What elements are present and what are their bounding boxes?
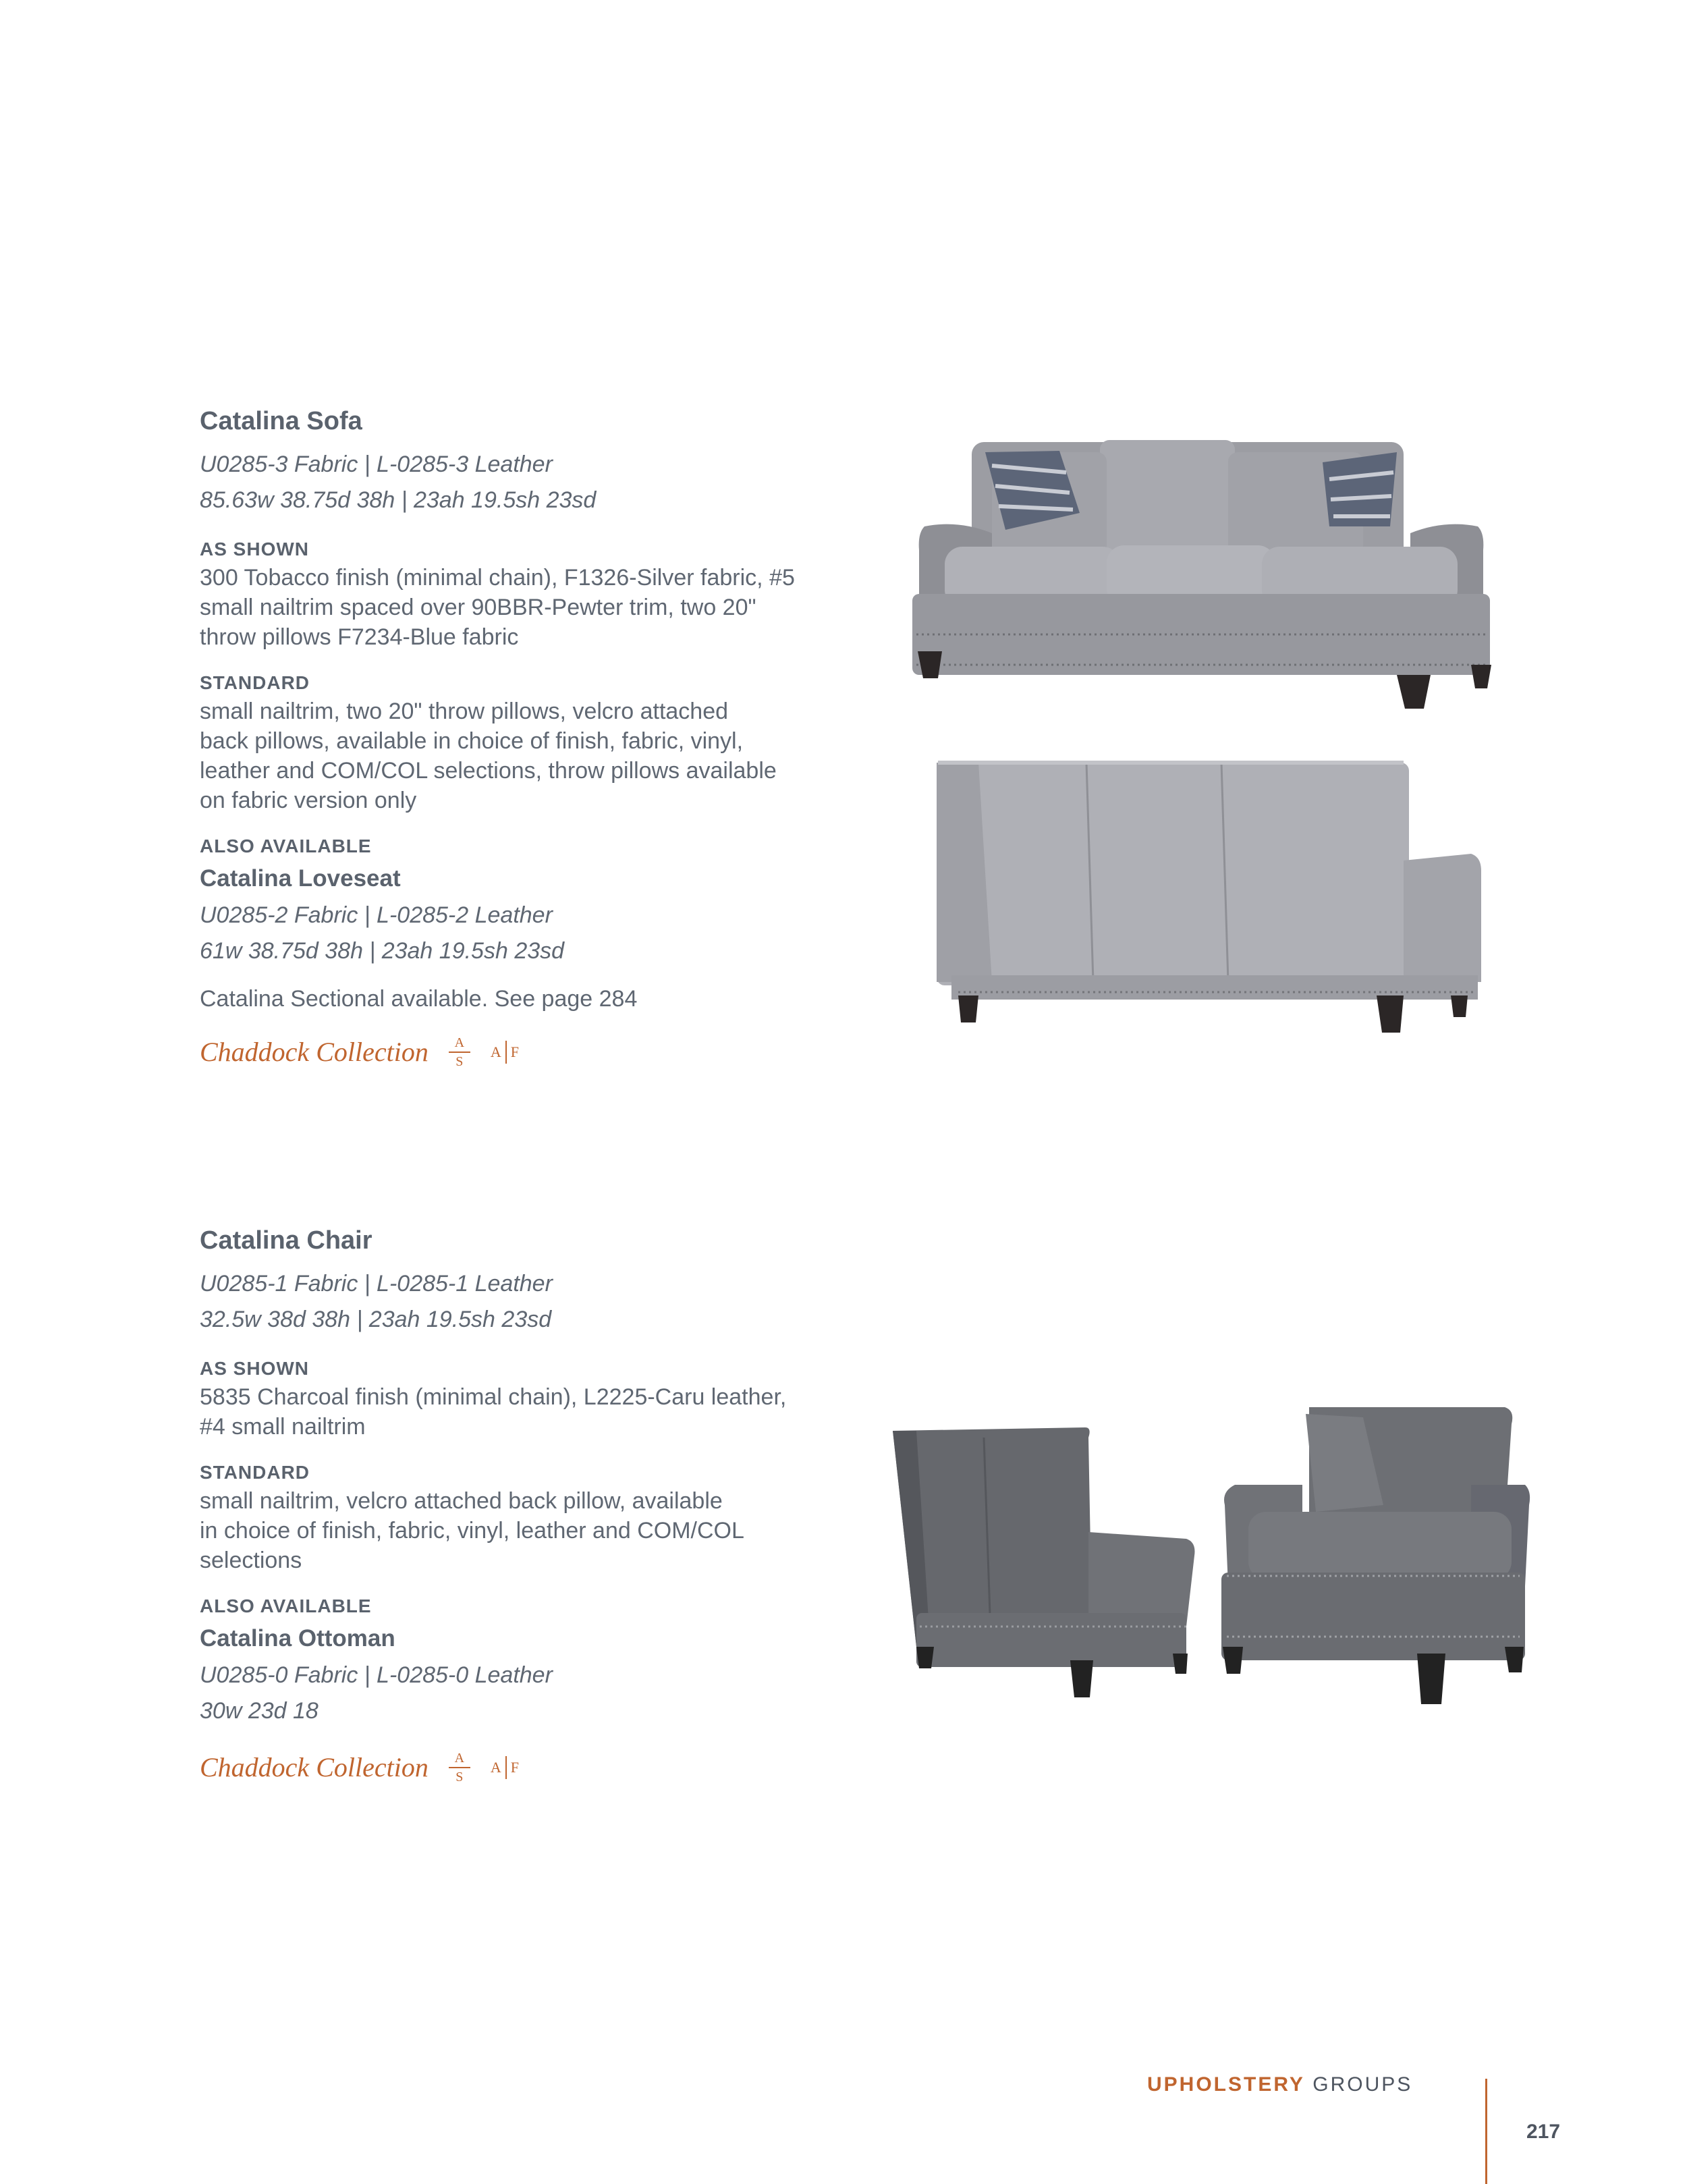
section-heading — [1147, 2073, 1412, 2096]
badge-left: A — [490, 1758, 501, 1776]
af-badge — [491, 1756, 519, 1779]
also-available-title: Catalina Ottoman — [200, 1625, 395, 1651]
product-catalina-sofa — [200, 406, 908, 1076]
as-shown-line: #4 small nailtrim — [200, 1413, 366, 1440]
as-shown-line: small nailtrim spaced over 90BBR-Pewter trim, two 20" — [200, 594, 756, 620]
product-codes: U0285-1 Fabric | L-0285-1 Leather — [200, 1270, 553, 1296]
standard-text — [200, 697, 908, 815]
chair-front-image — [1208, 1404, 1532, 1714]
badge-top: A — [454, 1035, 465, 1050]
section-highlight: UPHOLSTERY — [1147, 2073, 1305, 2096]
also-available-label: ALSO AVAILABLE — [200, 1595, 372, 1616]
section-rest: GROUPS — [1312, 2073, 1413, 2096]
as-shown-text — [200, 563, 908, 652]
as-shown-text — [200, 1382, 908, 1442]
as-badge — [449, 1035, 470, 1069]
collection-name: Chaddock Collection — [200, 1752, 428, 1783]
badge-right: F — [510, 1043, 519, 1060]
standard-label: STANDARD — [200, 1461, 310, 1483]
standard-line: back pillows, available in choice of finish, fabric, vinyl, — [200, 728, 744, 754]
standard-line: leather and COM/COL selections, throw pillows available — [200, 757, 777, 784]
product-codes: U0285-3 Fabric | L-0285-3 Leather — [200, 451, 553, 477]
product-title: Catalina Chair — [200, 1226, 372, 1255]
collection-line — [200, 1744, 908, 1791]
also-available-codes: U0285-0 Fabric | L-0285-0 Leather — [200, 1662, 553, 1688]
also-available-title: Catalina Loveseat — [200, 865, 401, 892]
as-shown-line: 300 Tobacco finish (minimal chain), F1326-Silver fabric, #5 — [200, 564, 795, 591]
as-shown-line: throw pillows F7234-Blue fabric — [200, 624, 519, 650]
badge-left: A — [490, 1043, 501, 1060]
also-available-dimensions: 61w 38.75d 38h | 23ah 19.5sh 23sd — [200, 937, 565, 964]
badge-bottom: S — [455, 1054, 464, 1069]
product-dimensions: 85.63w 38.75d 38h | 23ah 19.5sh 23sd — [200, 487, 597, 513]
product-catalina-chair — [200, 1226, 908, 1791]
standard-line: in choice of finish, fabric, vinyl, leather and COM/COL — [200, 1517, 744, 1544]
also-available-dimensions: 30w 23d 18 — [200, 1697, 319, 1724]
standard-line: selections — [200, 1547, 302, 1573]
standard-line: small nailtrim, velcro attached back pillow, available — [200, 1487, 723, 1514]
badge-top: A — [454, 1750, 465, 1766]
badge-right: F — [510, 1758, 519, 1776]
as-shown-line: 5835 Charcoal finish (minimal chain), L2225-Caru leather, — [200, 1384, 787, 1410]
sofa-back-image — [931, 759, 1485, 1043]
footer-divider — [1485, 2079, 1487, 2184]
standard-line: small nailtrim, two 20" throw pillows, velcro attached — [200, 698, 729, 724]
collection-name: Chaddock Collection — [200, 1037, 428, 1068]
product-dimensions: 32.5w 38d 38h | 23ah 19.5sh 23sd — [200, 1306, 552, 1332]
also-available-label: ALSO AVAILABLE — [200, 835, 372, 856]
badge-bottom: S — [455, 1769, 464, 1784]
collection-line — [200, 1029, 908, 1076]
as-shown-label: AS SHOWN — [200, 1357, 309, 1379]
as-shown-label: AS SHOWN — [200, 538, 309, 559]
as-badge — [449, 1751, 470, 1784]
also-available-codes: U0285-2 Fabric | L-0285-2 Leather — [200, 902, 553, 928]
sectional-note: Catalina Sectional available. See page 284 — [200, 985, 638, 1012]
product-title: Catalina Sofa — [200, 407, 362, 435]
standard-line: on fabric version only — [200, 787, 417, 813]
standard-text — [200, 1486, 908, 1575]
chair-back-image — [889, 1424, 1200, 1708]
sofa-front-image — [904, 432, 1498, 742]
standard-label: STANDARD — [200, 672, 310, 693]
page-number: 217 — [1526, 2121, 1561, 2143]
af-badge — [491, 1041, 519, 1064]
